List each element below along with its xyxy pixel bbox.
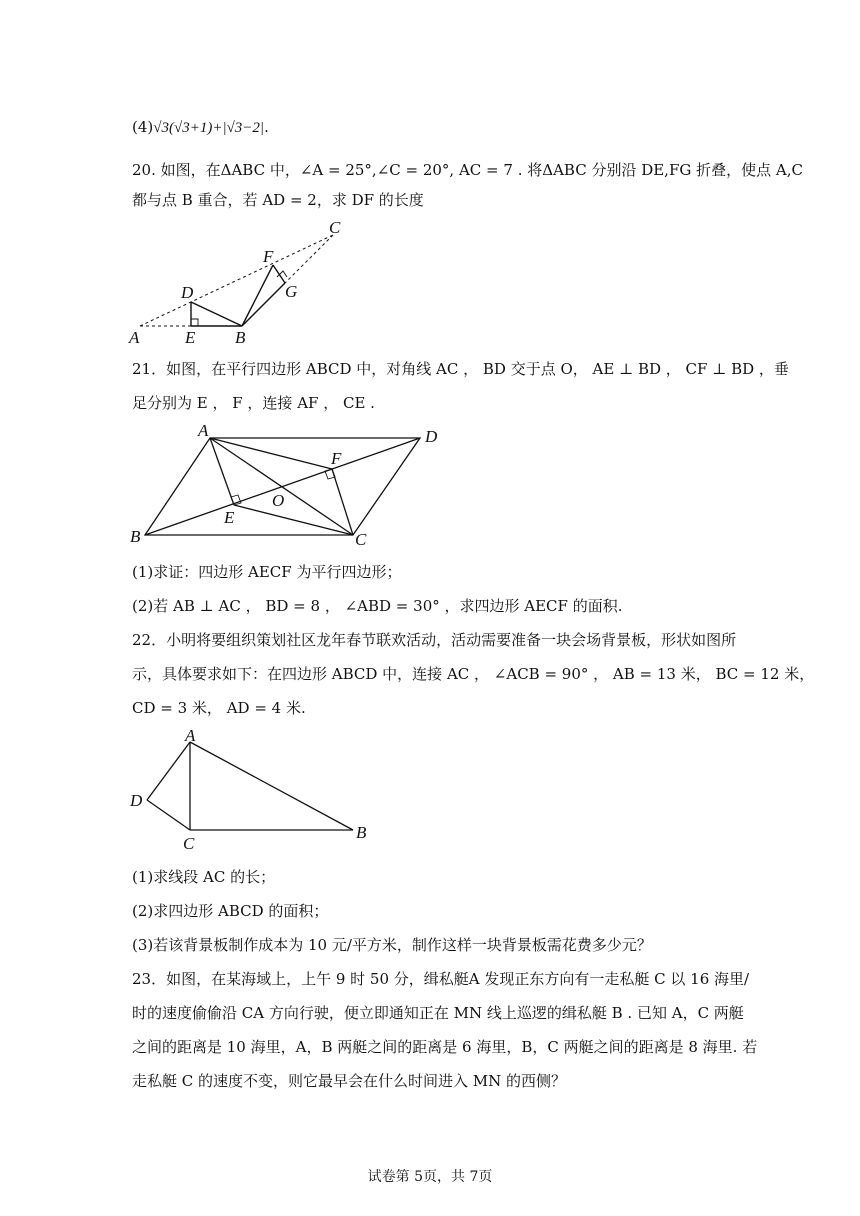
- q22-figure: [125, 725, 375, 853]
- q20-seg-db: [191, 302, 242, 326]
- q22-line2: 示，具体要求如下：在四边形 ABCD 中，连接 AC ， ∠ACB = 90° ， AB = 13 米， BC = 12 米，: [132, 665, 815, 683]
- q21-label-e: E: [224, 508, 235, 527]
- q22-sub3: (3)若该背景板制作成本为 10 元/平方米，制作这样一块背景板需花费多少元？: [132, 936, 652, 954]
- q20-seg-cg: [285, 235, 333, 283]
- q21-label-c: C: [355, 530, 367, 549]
- q23-line3: 之间的距离是 10 海里，A，B 两艇之间的距离是 6 海里，B，C 两艇之间的距离是 8 海里. 若: [132, 1038, 758, 1056]
- q20-label-e: E: [185, 328, 196, 347]
- q20-seg-fg: [273, 265, 285, 283]
- q21-sub1: (1)求证：四边形 AECF 为平行四边形；: [132, 563, 402, 581]
- page-footer: 试卷第 5页，共 7页: [367, 1169, 493, 1185]
- q21-line1: 21．如图，在平行四边形 ABCD 中，对角线 AC ， BD 交于点 O， AE ⊥ BD ， CF ⊥ BD ，垂: [132, 360, 789, 378]
- q19-part4: [132, 117, 269, 138]
- q21-diag-bd: [145, 438, 420, 535]
- q20-line1: 20. 如图，在ΔABC 中，∠A = 25°,∠C = 20°, AC = 7 . 将ΔABC 分别沿 DE,FG 折叠，使点 A,C: [132, 161, 803, 179]
- q20-label-b: B: [235, 328, 246, 347]
- q21-seg-ce: [234, 505, 353, 535]
- q21-seg-af: [210, 438, 332, 469]
- q21-right-angle-f: [325, 469, 335, 479]
- q22-seg-ab: [190, 742, 353, 830]
- q20-label-a: A: [129, 328, 140, 347]
- q20-figure: [125, 215, 365, 350]
- q22-sub2: (2)求四边形 ABCD 的面积；: [132, 902, 329, 920]
- q20-right-angle-e: [191, 319, 198, 326]
- q22-label-a: A: [185, 726, 196, 745]
- q22-seg-da: [147, 742, 190, 800]
- q20-label-g: G: [285, 282, 298, 301]
- q22-seg-dc: [147, 800, 190, 830]
- q21-label-o: O: [272, 491, 285, 510]
- q21-figure: [125, 418, 455, 550]
- q19-4-expr-a: √3: [153, 120, 169, 136]
- q20-label-d: D: [181, 283, 194, 302]
- q19-4-label: (4): [132, 118, 154, 136]
- q21-sub2: (2)若 AB ⊥ AC ， BD = 8 ， ∠ABD = 30° ，求四边形 AECF 的面积.: [132, 597, 623, 615]
- q22-line1: 22．小明将要组织策划社区龙年春节联欢活动，活动需要准备一块会场背景板，形状如图所: [132, 631, 737, 649]
- q21-label-d: D: [425, 427, 438, 446]
- q20-label-f: F: [263, 247, 274, 266]
- q20-label-c: C: [329, 218, 341, 237]
- q21-label-a: A: [198, 421, 209, 440]
- q21-line2: 足分别为 E ， F ，连接 AF ， CE .: [132, 394, 375, 412]
- q19-4-end: .: [264, 118, 269, 136]
- q22-label-b: B: [356, 823, 367, 842]
- q21-seg-cf: [332, 469, 353, 535]
- q22-line3: CD = 3 米， AD = 4 米.: [132, 699, 306, 717]
- q22-sub1: (1)求线段 AC 的长；: [132, 868, 276, 886]
- q23-line4: 走私艇 C 的速度不变，则它最早会在什么时间进入 MN 的西侧？: [132, 1072, 567, 1090]
- q22-label-d: D: [130, 791, 143, 810]
- q19-4-expr-c: |√3−2|: [222, 120, 265, 136]
- q21-label-f: F: [331, 449, 342, 468]
- q23-line1: 23．如图，在某海域上，上午 9 时 50 分，缉私艇A 发现正东方向有一走私艇 C 以 16 海里/: [132, 970, 750, 988]
- q20-seg-bg: [242, 283, 285, 326]
- q22-label-c: C: [183, 834, 195, 853]
- q20-seg-ac: [140, 235, 333, 326]
- q23-line2: 时的速度偷偷沿 CA 方向行驶，便立即通知正在 MN 线上巡逻的缉私艇 B . 已知 A，C 两艇: [132, 1004, 744, 1022]
- q21-label-b: B: [130, 527, 141, 546]
- q21-seg-ae: [210, 438, 234, 505]
- q20-seg-bf: [242, 265, 273, 326]
- q19-4-expr-b: (√3+1)+: [168, 120, 223, 136]
- q20-line2: 都与点 B 重合，若 AD = 2，求 DF 的长度: [132, 191, 424, 209]
